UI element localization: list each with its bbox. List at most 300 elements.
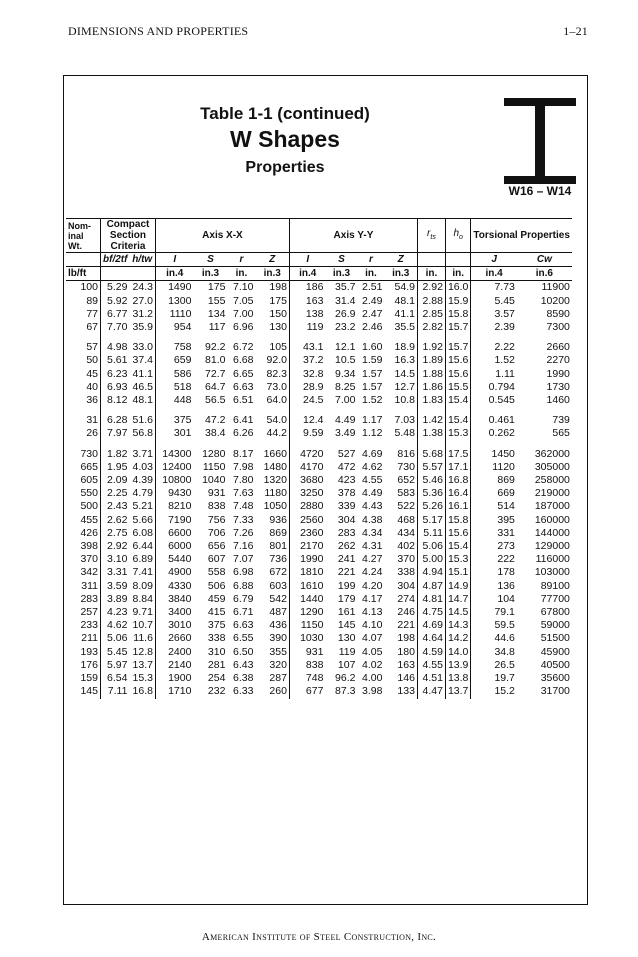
cell-rts: 5.68 [417, 448, 445, 461]
cell-ix: 3840 [168, 592, 192, 605]
table-row [66, 321, 572, 334]
cell-rts: 1.83 [417, 394, 445, 407]
cell-htw: 10.7 [129, 619, 155, 632]
cell-cw: 67800 [540, 606, 570, 619]
cell-zx: 603 [255, 580, 289, 593]
cell-iy: 1810 [300, 566, 324, 579]
cell-zx: 1660 [255, 448, 289, 461]
header-row-groups [66, 219, 572, 253]
spacer-cell [66, 407, 101, 414]
cell-j: 0.545 [488, 394, 515, 407]
cell-ix: 586 [173, 367, 192, 380]
cell-cw: 160000 [534, 513, 570, 526]
cell-j: 1.52 [494, 354, 515, 367]
cell-sy: 145 [337, 619, 356, 632]
cell-ry: 1.52 [362, 394, 383, 407]
cell-ho: 14.3 [445, 619, 470, 632]
table-row [66, 461, 572, 474]
group-spacer [66, 334, 572, 341]
cell-htw: 4.79 [129, 487, 155, 500]
cell-htw: 4.03 [129, 461, 155, 474]
cell-sy: 12.1 [335, 341, 356, 354]
symbol-header-rts [417, 253, 445, 267]
ho-header: $h_o$ [445, 219, 470, 253]
cell-sx: 92.2 [205, 341, 226, 354]
spacer-cell [517, 407, 572, 414]
cell-iy: 28.9 [303, 380, 324, 393]
cell-zx: 1320 [255, 474, 289, 487]
cell-sy: 221 [337, 566, 356, 579]
cell-rts: 4.59 [417, 646, 445, 659]
cell-htw: 31.2 [129, 308, 155, 321]
cell-htw: 5.66 [129, 514, 155, 527]
cell-rts: 4.94 [417, 566, 445, 579]
cell-sy: 31.4 [335, 294, 356, 307]
cell-rx: 7.33 [233, 513, 254, 526]
cell-bf2tf: 1.95 [107, 460, 128, 473]
cell-nominal: 159 [66, 672, 101, 685]
spacer-cell [445, 334, 470, 341]
cell-zy: 274 [384, 593, 417, 606]
cell-sy: 339 [337, 500, 356, 513]
cell-ix: 3400 [168, 606, 192, 619]
cell-ix: 12400 [162, 460, 192, 473]
table-subtitle: Properties [245, 159, 325, 176]
cell-rx: 6.41 [233, 414, 254, 427]
cell-bf2tf: 2.62 [107, 513, 128, 526]
spacer-cell [289, 407, 325, 414]
cell-sx: 1040 [202, 474, 226, 487]
cell-zy: 18.9 [384, 341, 417, 354]
unit-header-ix: in.4 [155, 267, 193, 281]
cell-cw: 129000 [534, 540, 570, 553]
symbol-header-ry: r [357, 253, 384, 267]
cell-ho: 15.8 [445, 514, 470, 527]
cell-zy: 5.48 [384, 427, 417, 440]
cell-bf2tf: 5.06 [107, 632, 128, 645]
cell-nominal: 26 [66, 427, 101, 440]
unit-header-bf2tf [101, 267, 130, 281]
cell-sx: 838 [207, 500, 226, 513]
cell-ix: 1900 [168, 672, 192, 685]
cell-zy: 816 [384, 448, 417, 461]
cell-zy: 434 [384, 527, 417, 540]
unit-header-sy: in.3 [325, 267, 357, 281]
cell-zy: 221 [384, 619, 417, 632]
cell-ho: 15.6 [445, 527, 470, 540]
cell-sx: 1150 [202, 460, 226, 473]
cell-rts: 2.92 [417, 281, 445, 295]
cell-cw: 51500 [540, 632, 570, 645]
table-row [66, 308, 572, 321]
table-body [66, 281, 572, 699]
cell-zx: 1180 [255, 487, 289, 500]
cell-zy: 246 [384, 606, 417, 619]
table-row [66, 685, 572, 698]
cell-rx: 7.48 [233, 500, 254, 513]
spacer-cell [255, 334, 289, 341]
cell-iy: 2170 [300, 540, 324, 553]
cell-j: 34.8 [494, 645, 515, 658]
cell-rts: 1.86 [417, 381, 445, 394]
cell-ry: 4.55 [362, 474, 383, 487]
table-row [66, 632, 572, 645]
table-row [66, 500, 572, 513]
cell-j: 5.45 [494, 294, 515, 307]
cell-j: 3.57 [494, 307, 515, 320]
cell-bf2tf: 2.75 [107, 526, 128, 539]
symbol-header-cw: Cw [517, 253, 572, 267]
cell-nominal: 77 [66, 308, 101, 321]
cell-zx: 487 [255, 606, 289, 619]
cell-iy: 2560 [300, 513, 324, 526]
spacer-cell [289, 334, 325, 341]
cell-htw: 37.4 [129, 354, 155, 367]
symbol-header-j: J [471, 253, 517, 267]
cell-cw: 89100 [540, 579, 570, 592]
cell-nominal: 311 [66, 580, 101, 593]
table-title-block [150, 104, 420, 177]
cell-sy: 283 [337, 526, 356, 539]
properties-table [66, 218, 572, 699]
cell-rx: 6.33 [233, 685, 254, 698]
cell-ho: 15.7 [445, 321, 470, 334]
cell-rx: 7.10 [233, 281, 254, 294]
cell-iy: 119 [306, 321, 324, 334]
cell-ho: 15.8 [445, 308, 470, 321]
cell-sy: 161 [337, 606, 356, 619]
cell-rts: 1.92 [417, 341, 445, 354]
cell-sx: 175 [207, 281, 226, 294]
cell-iy: 677 [305, 685, 324, 698]
compact-section-header: Compact Section Criteria [101, 219, 156, 253]
cell-rx: 6.71 [233, 606, 254, 619]
spacer-cell [193, 334, 227, 341]
cell-ho: 16.0 [445, 281, 470, 295]
cell-rx: 6.96 [233, 321, 254, 334]
symbol-header-ho [445, 253, 470, 267]
cell-rts: 4.87 [417, 580, 445, 593]
cell-bf2tf: 6.93 [107, 380, 128, 393]
table-row [66, 381, 572, 394]
cell-j: 2.39 [494, 321, 515, 334]
spacer-cell [193, 407, 227, 414]
rts-header: $r_{ts}$ [417, 219, 445, 253]
cell-bf2tf: 6.23 [107, 367, 128, 380]
cell-ry: 1.59 [362, 354, 383, 367]
cell-rts: 5.11 [417, 527, 445, 540]
cell-cw: 59000 [540, 619, 570, 632]
cell-nominal: 89 [66, 295, 101, 308]
table-row [66, 553, 572, 566]
cell-rts: 4.69 [417, 619, 445, 632]
cell-cw: 362000 [534, 447, 570, 460]
cell-j: 136 [497, 579, 515, 592]
cell-sy: 9.34 [335, 367, 356, 380]
cell-bf2tf: 7.11 [107, 685, 128, 698]
unit-header-j: in.4 [471, 267, 517, 281]
spacer-cell [129, 441, 155, 448]
cell-ry: 1.12 [362, 427, 383, 440]
cell-iy: 138 [305, 307, 324, 320]
cell-j: 1.11 [495, 367, 515, 380]
cell-ry: 4.05 [362, 645, 383, 658]
cell-nominal: 40 [66, 381, 101, 394]
cell-j: 44.6 [494, 632, 515, 645]
cell-rx: 7.98 [233, 460, 254, 473]
cell-ry: 4.07 [362, 632, 383, 645]
cell-zx: 175 [255, 295, 289, 308]
spacer-cell [227, 441, 255, 448]
cell-rx: 7.07 [233, 553, 254, 566]
cell-bf2tf: 3.10 [107, 553, 128, 566]
cell-htw: 46.5 [129, 381, 155, 394]
cell-ho: 14.9 [445, 580, 470, 593]
cell-ix: 518 [173, 380, 192, 393]
cell-cw: 31700 [540, 685, 570, 698]
cell-sx: 415 [207, 606, 226, 619]
cell-rx: 7.80 [233, 474, 254, 487]
cell-sx: 931 [207, 487, 226, 500]
cell-zx: 44.2 [255, 427, 289, 440]
cell-ho: 15.3 [445, 553, 470, 566]
cell-ho: 14.0 [445, 646, 470, 659]
spacer-cell [445, 441, 470, 448]
cell-htw: 8.09 [129, 580, 155, 593]
cell-iy: 1290 [300, 606, 324, 619]
spacer-cell [445, 407, 470, 414]
table-row [66, 672, 572, 685]
cell-zy: 54.9 [384, 281, 417, 295]
table-row [66, 566, 572, 579]
cell-cw: 116000 [535, 553, 570, 566]
cell-sy: 7.00 [335, 394, 356, 407]
cell-ry: 1.60 [362, 341, 383, 354]
cell-zy: 402 [384, 540, 417, 553]
cell-ho: 17.1 [445, 461, 470, 474]
symbol-header-nominal [66, 253, 101, 267]
cell-ho: 15.9 [445, 295, 470, 308]
cell-zy: 304 [384, 580, 417, 593]
torsional-properties-header: Torsional Properties [471, 219, 572, 253]
cell-iy: 748 [305, 672, 324, 685]
table-row [66, 295, 572, 308]
cell-iy: 4720 [300, 447, 324, 460]
cell-zx: 801 [255, 540, 289, 553]
cell-nominal: 455 [66, 514, 101, 527]
cell-ix: 954 [173, 321, 192, 334]
cell-cw: 187000 [534, 500, 570, 513]
cell-ry: 4.49 [362, 487, 383, 500]
table-row [66, 487, 572, 500]
cell-sy: 96.2 [335, 672, 356, 685]
cell-iy: 4170 [300, 460, 324, 473]
cell-zx: 287 [255, 672, 289, 685]
cell-zy: 163 [384, 659, 417, 672]
table-row [66, 368, 572, 381]
cell-zy: 468 [384, 514, 417, 527]
cell-zy: 7.03 [384, 414, 417, 427]
cell-bf2tf: 4.62 [107, 619, 128, 632]
group-spacer [66, 441, 572, 448]
cell-rx: 6.68 [233, 354, 254, 367]
group-spacer [66, 407, 572, 414]
cell-ho: 14.5 [445, 606, 470, 619]
cell-ho: 15.4 [445, 540, 470, 553]
cell-iy: 3250 [300, 487, 324, 500]
cell-iy: 1610 [300, 579, 324, 592]
cell-sx: 72.7 [205, 367, 226, 380]
cell-zx: 82.3 [255, 368, 289, 381]
symbol-header-rx: r [227, 253, 255, 267]
cell-sx: 656 [207, 540, 226, 553]
spacer-cell [66, 441, 101, 448]
unit-header-rx: in. [227, 267, 255, 281]
table-row [66, 527, 572, 540]
unit-header-ry: in. [357, 267, 384, 281]
cell-ix: 1300 [168, 294, 192, 307]
cell-htw: 6.89 [129, 553, 155, 566]
cell-nominal: 550 [66, 487, 101, 500]
cell-zy: 35.5 [384, 321, 417, 334]
cell-iy: 163 [305, 294, 324, 307]
cell-ry: 4.31 [362, 540, 383, 553]
spacer-cell [193, 441, 227, 448]
unit-header-cw: in.6 [517, 267, 572, 281]
cell-htw: 15.3 [129, 672, 155, 685]
cell-j: 0.794 [488, 380, 515, 393]
cell-htw: 6.44 [129, 540, 155, 553]
cell-iy: 3680 [300, 474, 324, 487]
spacer-cell [384, 441, 417, 448]
cell-rx: 6.98 [233, 566, 254, 579]
cell-bf2tf: 2.43 [107, 500, 128, 513]
cell-rts: 4.51 [417, 672, 445, 685]
cell-ix: 6600 [168, 526, 192, 539]
cell-rx: 6.88 [233, 579, 254, 592]
cell-zy: 14.5 [384, 368, 417, 381]
table-row [66, 580, 572, 593]
spacer-cell [255, 407, 289, 414]
cell-sx: 155 [207, 294, 226, 307]
cell-j: 395 [497, 513, 515, 526]
cell-zy: 41.1 [384, 308, 417, 321]
cell-cw: 144000 [534, 526, 570, 539]
symbol-header-ix: I [155, 253, 193, 267]
cell-nominal: 176 [66, 659, 101, 672]
cell-ho: 15.1 [445, 566, 470, 579]
cell-htw: 51.6 [129, 414, 155, 427]
cell-bf2tf: 3.31 [107, 566, 128, 579]
cell-iy: 186 [305, 281, 324, 294]
cell-zy: 48.1 [384, 295, 417, 308]
cell-bf2tf: 6.28 [107, 414, 128, 427]
cell-j: 1120 [492, 460, 515, 473]
table-row [66, 414, 572, 427]
cell-nominal: 57 [66, 341, 101, 354]
cell-iy: 37.2 [303, 354, 324, 367]
cell-iy: 1030 [300, 632, 324, 645]
cell-sy: 8.25 [335, 380, 356, 393]
cell-zx: 105 [255, 341, 289, 354]
nominal-weight-header: Nom-inal Wt. [66, 219, 101, 253]
cell-ry: 1.17 [362, 414, 383, 427]
cell-rts: 5.36 [417, 487, 445, 500]
cell-sy: 26.9 [335, 307, 356, 320]
cell-ho: 16.8 [445, 474, 470, 487]
spacer-cell [417, 334, 445, 341]
cell-bf2tf: 8.12 [107, 394, 128, 407]
spacer-cell [357, 334, 384, 341]
cell-iy: 931 [305, 645, 324, 658]
cell-ix: 10800 [162, 474, 192, 487]
cell-j: 0.262 [488, 427, 515, 440]
cell-cw: 1730 [546, 380, 570, 393]
cell-cw: 8590 [546, 307, 570, 320]
cell-htw: 4.39 [129, 474, 155, 487]
cell-rts: 4.64 [417, 632, 445, 645]
cell-ry: 4.27 [362, 553, 383, 566]
cell-zy: 180 [384, 646, 417, 659]
cell-j: 26.5 [494, 658, 515, 671]
table-row [66, 619, 572, 632]
unit-header-zy: in.3 [384, 267, 417, 281]
cell-nominal: 145 [66, 685, 101, 698]
cell-rx: 7.16 [233, 540, 254, 553]
cell-nominal: 426 [66, 527, 101, 540]
cell-htw: 5.21 [129, 500, 155, 513]
cell-cw: 565 [552, 427, 570, 440]
cell-nominal: 211 [66, 632, 101, 645]
cell-ix: 448 [173, 394, 192, 407]
cell-rts: 5.46 [417, 474, 445, 487]
cell-sy: 130 [337, 632, 356, 645]
cell-sx: 64.7 [205, 380, 226, 393]
cell-ix: 14300 [162, 447, 192, 460]
cell-zy: 338 [384, 566, 417, 579]
symbol-header-zy: Z [384, 253, 417, 267]
spacer-cell [417, 407, 445, 414]
cell-iy: 2360 [300, 526, 324, 539]
cell-bf2tf: 6.77 [107, 307, 128, 320]
cell-htw: 48.1 [129, 394, 155, 407]
spacer-cell [129, 334, 155, 341]
spacer-cell [325, 441, 357, 448]
unit-header-htw [129, 267, 155, 281]
cell-j: 19.7 [494, 672, 515, 685]
cell-htw: 24.3 [129, 281, 155, 295]
spacer-cell [417, 441, 445, 448]
cell-rx: 6.43 [233, 658, 254, 671]
cell-sy: 199 [337, 579, 356, 592]
cell-nominal: 398 [66, 540, 101, 553]
cell-rts: 5.06 [417, 540, 445, 553]
cell-bf2tf: 4.98 [107, 341, 128, 354]
cell-htw: 12.8 [129, 646, 155, 659]
spacer-cell [517, 441, 572, 448]
cell-cw: 11900 [541, 281, 570, 294]
spacer-cell [325, 334, 357, 341]
cell-ho: 15.7 [445, 341, 470, 354]
spacer-cell [357, 441, 384, 448]
table-row [66, 593, 572, 606]
cell-rts: 2.82 [417, 321, 445, 334]
cell-ry: 4.00 [362, 672, 383, 685]
table-row [66, 474, 572, 487]
cell-rts: 1.38 [417, 427, 445, 440]
cell-zx: 672 [255, 566, 289, 579]
cell-ix: 1710 [168, 685, 192, 698]
